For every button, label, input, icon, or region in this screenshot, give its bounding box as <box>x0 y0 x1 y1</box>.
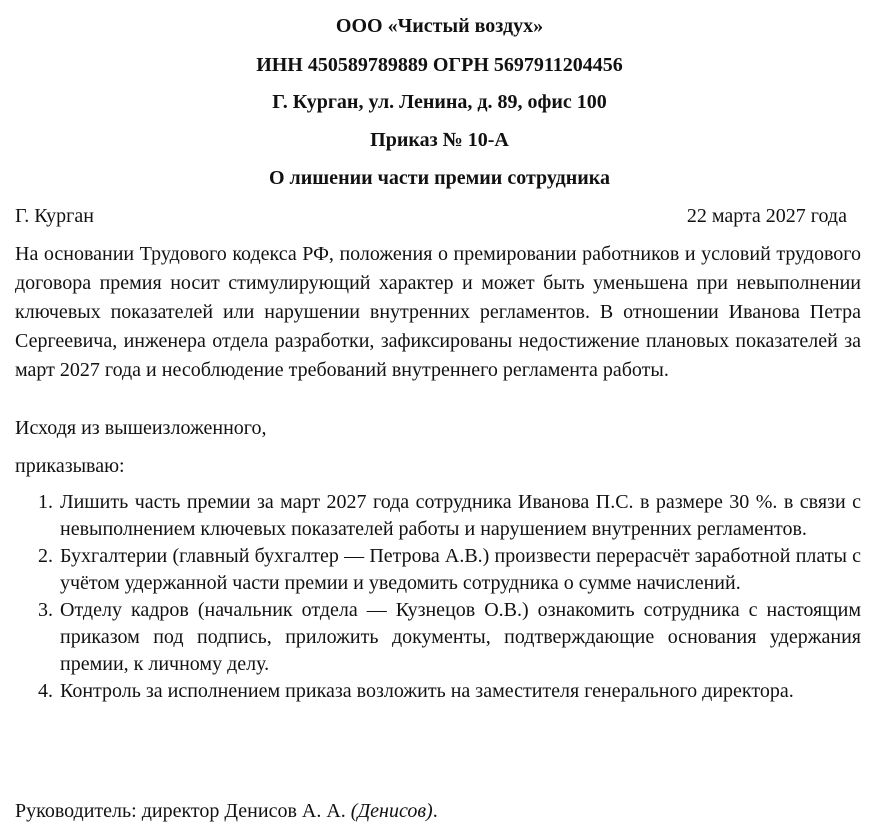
order-item <box>15 597 861 678</box>
signature-handwritten: (Денисов) <box>350 800 433 822</box>
basis-line: Исходя из вышеизложенного, <box>15 417 267 439</box>
order-date: 22 марта 2027 года <box>686 205 847 227</box>
signature-label: Руководитель: директор Денисов А. А. <box>15 800 351 822</box>
order-item-text: Отделу кадров (начальник отдела — Кузнецов О.В.) ознакомить сотрудника с настоящим приказом под подпись, приложить документы, подтверждающие основания удержания премии, к личному делу. <box>60 599 861 675</box>
order-item <box>15 678 861 705</box>
order-item-text: Бухгалтерии (главный бухгалтер — Петрова А.В.) произвести перерасчёт заработной платы с учётом удержанной части премии и уведомить сотрудника о сумме начислений. <box>60 545 861 594</box>
order-item-number: 1. <box>38 491 53 513</box>
company-name: ООО «Чистый воздух» <box>335 15 544 37</box>
order-item-text: Контроль за исполнением приказа возложить на заместителя генерального директора. <box>60 680 794 702</box>
company-ids: ИНН 450589789889 ОГРН 5697911204456 <box>256 54 623 76</box>
order-item <box>15 543 861 597</box>
order-item-number: 2. <box>38 545 53 567</box>
company-address: Г. Курган, ул. Ленина, д. 89, офис 100 <box>272 91 607 113</box>
order-items-list <box>15 489 861 705</box>
order-item-text: Лишить часть премии за март 2027 года сотрудника Иванова П.С. в размере 30 %. в связи с невыполнением ключевых показателей работы и нарушением внутренних регламентов. <box>60 491 861 540</box>
order-line: приказываю: <box>15 455 125 477</box>
order-subject: О лишении части премии сотрудника <box>269 167 610 189</box>
signature-end: . <box>432 800 438 822</box>
order-item <box>15 489 861 543</box>
order-number: Приказ № 10-А <box>370 129 509 151</box>
signature-line <box>15 799 438 823</box>
intro-paragraph: На основании Трудового кодекса РФ, положения о премировании работников и условий трудового договора премия носит стимулирующий характер и может быть уменьшена при невыполнении ключевых показателей или нарушении внутренних регламентов. В отношении Иванова Петра Сергеевича, инженера отдела разработки, зафиксированы недостижение плановых показателей за март 2027 года и несоблюдение требований внутреннего регламента работы. <box>15 243 861 381</box>
order-place: Г. Курган <box>15 205 94 227</box>
order-item-number: 4. <box>38 680 53 702</box>
order-item-number: 3. <box>38 599 53 621</box>
